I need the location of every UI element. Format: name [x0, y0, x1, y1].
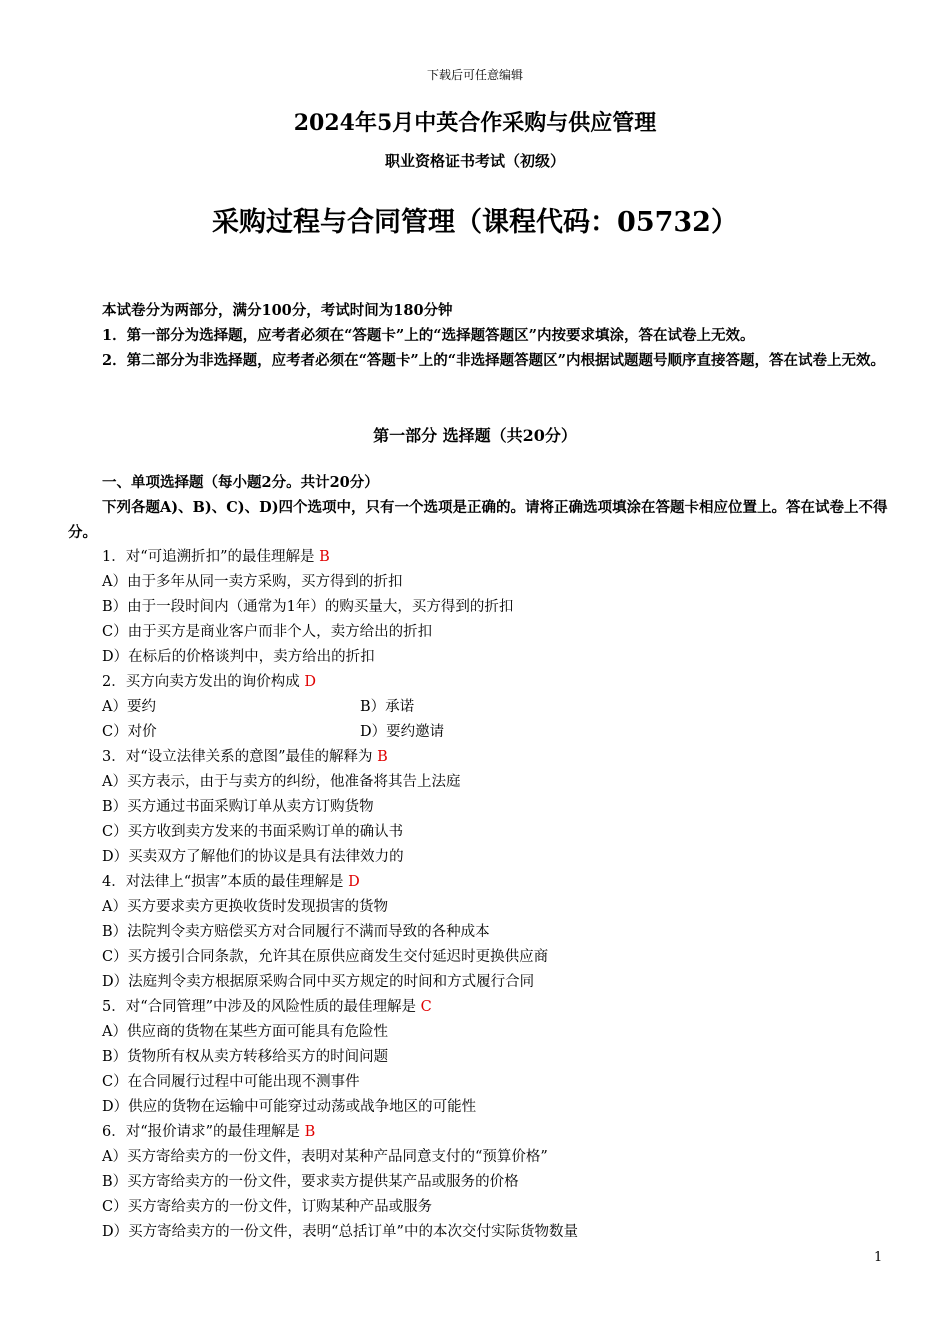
- exam-title: 2024年5月中英合作采购与供应管理: [293, 110, 657, 136]
- option-c: C）买方收到卖方发来的书面采购订单的确认书: [102, 824, 404, 840]
- option-d: D）在标后的价格谈判中，卖方给出的折扣: [102, 649, 375, 665]
- option-d: D）买卖双方了解他们的协议是具有法律效力的: [102, 849, 404, 865]
- option-a: A）供应商的货物在某些方面可能具有危险性: [102, 1024, 388, 1040]
- option-b: B）买方通过书面采购订单从卖方订购货物: [102, 799, 374, 815]
- option-d: D）法庭判令卖方根据原采购合同中买方规定的时间和方式履行合同: [102, 974, 535, 990]
- answer-key: B: [304, 1124, 316, 1140]
- part-one-title: 第一部分 选择题（共20分）: [373, 426, 577, 445]
- option-a: A）买方要求卖方更换收货时发现损害的货物: [102, 899, 388, 915]
- instruction-line-2: 1．第一部分为选择题，应考者必须在“答题卡”上的“选择题答题区”内按要求填涂，答在试卷上无效。: [102, 327, 755, 344]
- option-d: D）要约邀请: [360, 724, 445, 740]
- option-b: B）货物所有权从卖方转移给买方的时间问题: [102, 1049, 389, 1065]
- course-title: 采购过程与合同管理（课程代码：05732）: [212, 207, 738, 238]
- question-3-stem: [68, 745, 893, 770]
- question-6-stem: [68, 1120, 893, 1145]
- section-instruction: 下列各题A)、B)、C)、D)四个选项中，只有一个选项是正确的。请将正确选项填涂在答题卡相应位置上。答在试卷上不得分。: [68, 499, 888, 541]
- question-stem-text: 5．对“合同管理”中涉及的风险性质的最佳理解是: [102, 999, 421, 1015]
- answer-key: B: [319, 549, 330, 565]
- question-5-stem: [68, 995, 893, 1020]
- option-b: B）承诺: [360, 699, 415, 715]
- answer-key: D: [348, 874, 360, 890]
- option-d: D）供应的货物在运输中可能穿过动荡或战争地区的可能性: [102, 1099, 477, 1115]
- option-b: B）买方寄给卖方的一份文件，要求卖方提供某产品或服务的价格: [102, 1174, 519, 1190]
- instruction-line-3: 2．第二部分为非选择题，应考者必须在“答题卡”上的“非选择题答题区”内根据试题题号顺序直接答题，答在试卷上无效。: [102, 352, 885, 369]
- question-stem-text: 6．对“报价请求”的最佳理解是: [102, 1124, 305, 1140]
- question-2-stem: [68, 670, 893, 695]
- option-d: D）买方寄给卖方的一份文件，表明“总括订单”中的本次交付实际货物数量: [102, 1224, 578, 1240]
- question-stem-text: 4．对法律上“损害”本质的最佳理解是: [102, 874, 349, 890]
- option-row: [68, 720, 893, 745]
- question-4-stem: [68, 870, 893, 895]
- instruction-line-1: 本试卷分为两部分，满分100分，考试时间为180分钟: [102, 302, 453, 319]
- option-c: C）由于买方是商业客户而非个人，卖方给出的折扣: [102, 624, 433, 640]
- answer-key: B: [377, 749, 388, 765]
- exam-subtitle: 职业资格证书考试（初级）: [384, 152, 565, 170]
- option-a: A）买方寄给卖方的一份文件，表明对某种产品同意支付的“预算价格”: [102, 1149, 548, 1165]
- option-c: C）在合同履行过程中可能出现不测事件: [102, 1074, 360, 1090]
- question-stem-text: 1．对“可追溯折扣”的最佳理解是: [102, 549, 320, 565]
- exam-instructions: [68, 298, 893, 373]
- option-b: B）由于一段时间内（通常为1年）的购买量大，买方得到的折扣: [102, 599, 514, 615]
- option-c: C）买方寄给卖方的一份文件，订购某种产品或服务: [102, 1199, 433, 1215]
- option-c: C）对价: [102, 724, 157, 740]
- answer-key: C: [420, 999, 432, 1015]
- section-single-choice: [68, 470, 893, 1245]
- option-c: C）买方援引合同条款，允许其在原供应商发生交付延迟时更换供应商: [102, 949, 549, 965]
- option-a: A）买方表示，由于与卖方的纠纷，他准备将其告上法庭: [102, 774, 461, 790]
- question-1-stem: [68, 545, 893, 570]
- answer-key: D: [304, 674, 316, 690]
- header-note: 下载后可任意编辑: [426, 68, 523, 82]
- option-b: B）法院判令卖方赔偿买方对合同履行不满而导致的各种成本: [102, 924, 490, 940]
- question-stem-text: 3．对“设立法律关系的意图”最佳的解释为: [102, 749, 378, 765]
- option-a: A）要约: [102, 699, 156, 715]
- question-stem-text: 2．买方向卖方发出的询价构成: [102, 674, 305, 690]
- option-row: [68, 695, 893, 720]
- page-number: 1: [874, 1250, 883, 1265]
- section-title: 一、单项选择题（每小题2分。共计20分）: [102, 474, 379, 491]
- option-a: A）由于多年从同一卖方采购，买方得到的折扣: [102, 574, 403, 590]
